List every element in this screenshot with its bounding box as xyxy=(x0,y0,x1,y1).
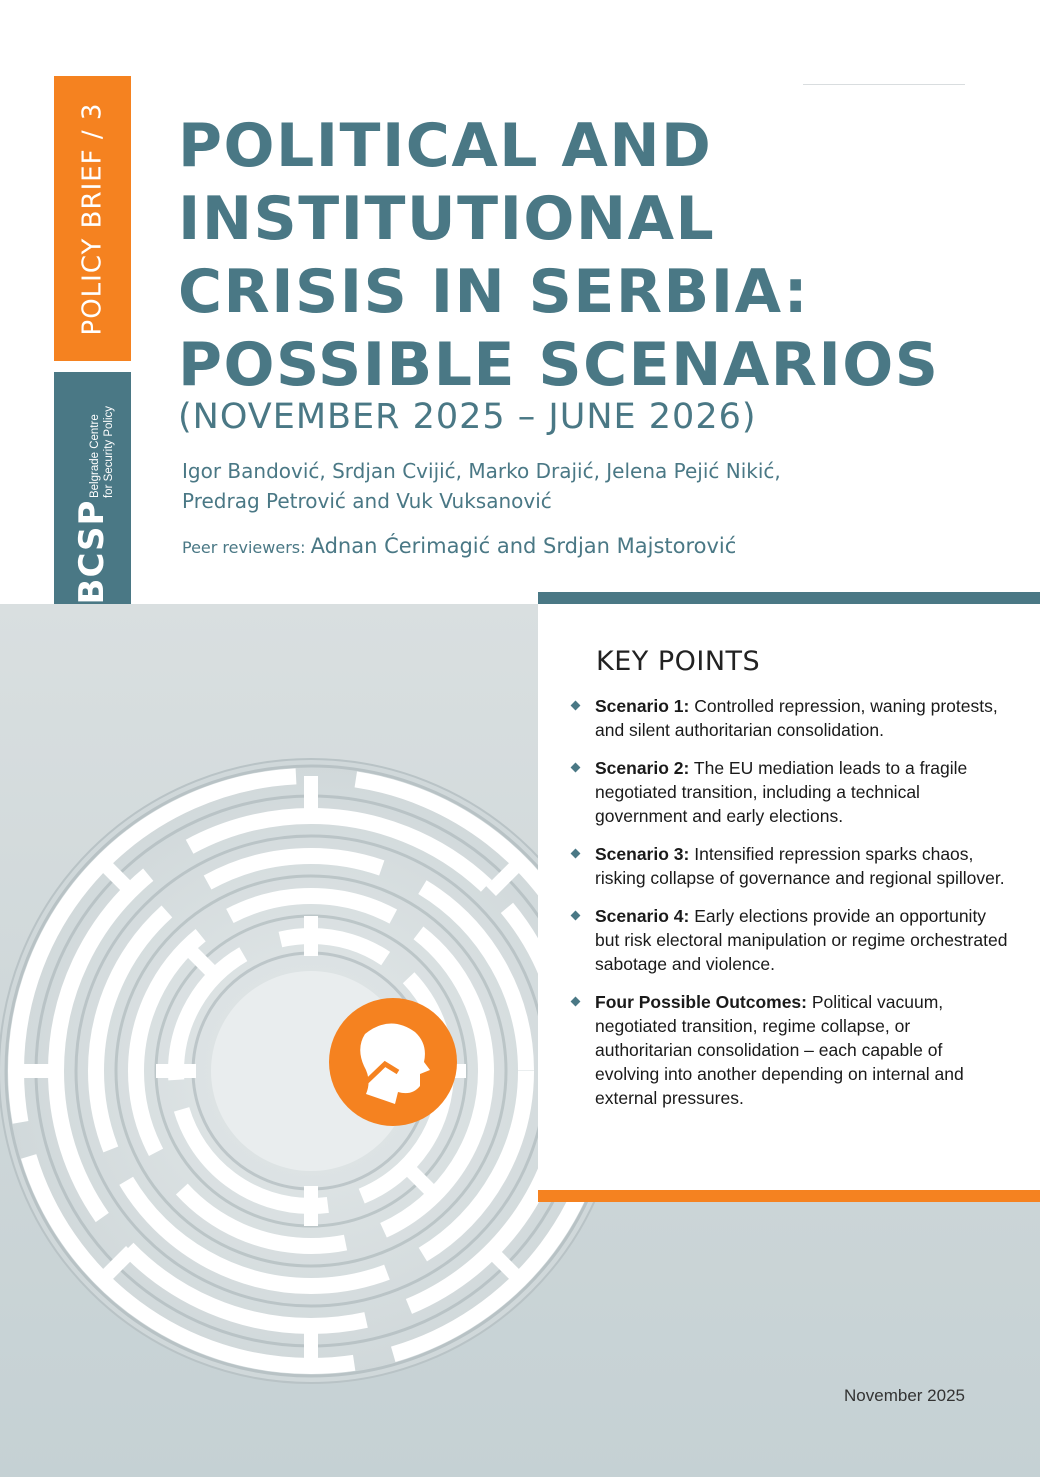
peer-reviewers xyxy=(182,534,736,558)
key-points-title: KEY POINTS xyxy=(596,646,761,677)
title-line: POLITICAL AND xyxy=(178,111,713,181)
brand-name-line2: for Security Policy xyxy=(103,405,115,499)
diamond-bullet-icon xyxy=(571,763,581,773)
list-item xyxy=(568,694,1008,742)
authors-line: Igor Bandović, Srdjan Cvijić, Marko Drajić, Jelena Pejić Nikić, xyxy=(182,459,781,483)
key-point-lead: Scenario 1: xyxy=(595,696,690,716)
peer-reviewers-label: Peer reviewers: xyxy=(182,538,306,557)
key-point-lead: Scenario 3: xyxy=(595,844,690,864)
page-title xyxy=(178,110,940,402)
key-point-lead: Four Possible Outcomes: xyxy=(595,992,807,1012)
authors-line: Predrag Petrović and Vuk Vuksanović xyxy=(182,489,552,513)
key-point-lead: Scenario 2: xyxy=(595,758,690,778)
list-item xyxy=(568,990,1008,1110)
series-band xyxy=(54,76,131,361)
key-point-text: The EU mediation leads to a fragile negotiated transition, including a technical government and early elections. xyxy=(595,758,968,826)
diamond-bullet-icon xyxy=(571,997,581,1007)
list-item xyxy=(568,842,1008,890)
key-point-text: Intensified repression sparks chaos, risking collapse of governance and regional spillover. xyxy=(595,844,1005,888)
peer-reviewers-names: Adnan Ćerimagić and Srdjan Majstorović xyxy=(310,534,737,558)
authors xyxy=(182,456,982,516)
key-points-panel xyxy=(538,592,1040,1202)
diamond-bullet-icon xyxy=(571,911,581,921)
brand-name-line1: Belgrade Centre xyxy=(89,414,101,499)
list-item xyxy=(568,756,1008,828)
key-point-text: Early elections provide an opportunity but risk electoral manipulation or regime orchestrated sabotage and violence. xyxy=(595,906,1008,974)
publication-date: November 2025 xyxy=(844,1386,965,1405)
title-line: CRISIS IN SERBIA: xyxy=(178,257,810,327)
date-range-subtitle: (NOVEMBER 2025 – JUNE 2026) xyxy=(178,397,757,437)
list-item xyxy=(568,904,1008,976)
series-label: POLICY BRIEF / 3 xyxy=(77,102,108,335)
brand-acronym: BCSP xyxy=(72,499,112,605)
title-line: INSTITUTIONAL xyxy=(178,184,716,254)
diamond-bullet-icon xyxy=(571,701,581,711)
key-point-lead: Scenario 4: xyxy=(595,906,690,926)
title-line: POSSIBLE SCENARIOS xyxy=(178,330,940,400)
key-point-text: Controlled repression, waning protests, and silent authoritarian consolidation. xyxy=(595,696,998,740)
key-points-list xyxy=(568,694,1008,1124)
key-point-text: Political vacuum, negotiated transition, regime collapse, or authoritarian consolidation – each capable of evolving into another depending on internal and external pressures. xyxy=(595,992,964,1108)
top-divider xyxy=(803,84,965,85)
diamond-bullet-icon xyxy=(571,849,581,859)
